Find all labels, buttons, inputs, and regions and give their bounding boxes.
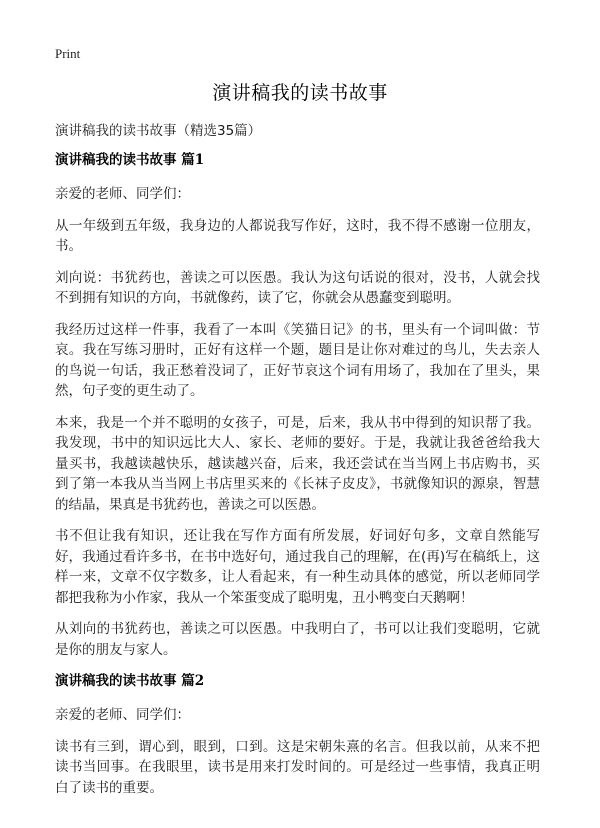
document-subtitle: 演讲稿我的读书故事（精选35篇） [55, 123, 262, 139]
page-title: 演讲稿我的读书故事 [212, 82, 388, 104]
paragraph: 从一年级到五年级，我身边的人都说我写作好，这时，我不得不感谢一位朋友，书。 [55, 217, 540, 254]
paragraph: 从刘向的书犹药也，善读之可以医愚。中我明白了，书可以让我们变聪明，它就是你的朋友与家人。 [55, 621, 540, 658]
section-2 [55, 671, 540, 798]
document-body [55, 150, 540, 809]
paragraph: 本来，我是一个并不聪明的女孩子，可是，后来，我从书中得到的知识帮了我。我发现，书中的知识远比大人、家长、老师的要好。于是，我就让我爸爸给我大量买书，我越读越快乐，越读越兴奋，后来，我还尝试在当当网上书店购书，买到了第一本我从当当网上书店里买来的《长袜子皮皮》，书就像知识的源泉，智慧的结晶，果真是书犹药也，善读之可以医愚。 [55, 414, 540, 513]
paragraph: 我经历过这样一件事，我看了一本叫《笑猫日记》的书，里头有一个词叫做：节哀。我在写练习册时，正好有这样一个题，题目是让你对难过的鸟儿，失去亲人的鸟说一句话，我正愁着没词了，正好节哀这个词有用场了，我加在了里头，果然，句子变的更生动了。 [55, 321, 540, 399]
paragraph: 书不但让我有知识，还让我在写作方面有所发展，好词好句多，文章自然能写好，我通过看许多书，在书中选好句，通过我自己的理解，在(再)写在稿纸上，这样一来，文章不仅字数多，让人看起来，有一种生动具体的感觉，所以老师同学都把我称为小作家，我从一个笨蛋变成了聪明鬼，丑小鸭变白天鹅啊！ [55, 528, 540, 606]
section-heading: 演讲稿我的读书故事 篇2 [55, 673, 205, 689]
section-heading: 演讲稿我的读书故事 篇1 [55, 152, 205, 168]
paragraph: 亲爱的老师、同学们： [55, 707, 190, 723]
section-1 [55, 150, 540, 660]
print-label[interactable]: Print [55, 46, 81, 61]
paragraph: 刘向说：书犹药也，善读之可以医愚。我认为这句话说的很对，没书，人就会找不到拥有知识的方向，书就像药，读了它，你就会从愚蠢变到聪明。 [55, 269, 540, 306]
paragraph: 亲爱的老师、同学们： [55, 186, 190, 202]
paragraph: 读书有三到，谓心到，眼到，口到。这是宋朝朱熹的名言。但我以前，从来不把读书当回事。在我眼里，读书是用来打发时间的。可是经过一些事情，我真正明白了读书的重要。 [55, 738, 540, 796]
